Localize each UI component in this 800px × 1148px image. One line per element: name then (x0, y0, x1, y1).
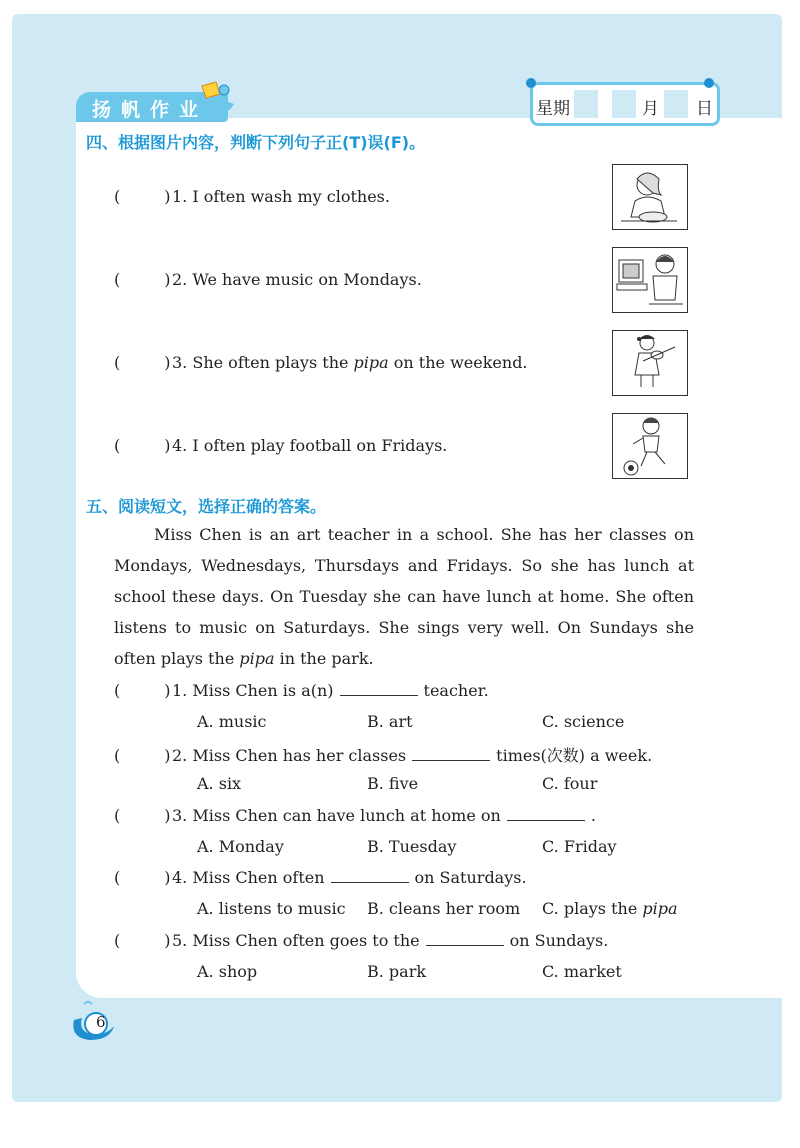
week-label: 星期 (536, 99, 570, 119)
question: ( )2. Miss Chen has her classes times(次数) a week. (114, 746, 653, 765)
option-b: B. Tuesday (367, 837, 457, 856)
option-c: C. Friday (542, 837, 617, 856)
option-c: C. science (542, 712, 625, 731)
pin-icon (704, 78, 714, 88)
option-c: C. plays the pipa (542, 899, 678, 918)
option-a: A. Monday (197, 837, 284, 856)
answer-blank[interactable]: ( ) (114, 931, 171, 950)
answer-blank[interactable]: ( ) (114, 187, 171, 206)
option-c: C. market (542, 962, 622, 981)
option-b: B. five (367, 774, 419, 793)
answer-blank[interactable]: ( ) (114, 436, 171, 455)
boy-at-computer-picture (612, 247, 688, 313)
fill-blank[interactable] (331, 868, 409, 883)
fill-blank[interactable] (426, 931, 504, 946)
answer-blank[interactable]: ( ) (114, 681, 171, 700)
question: ( )3. Miss Chen can have lunch at home on . (114, 806, 596, 825)
list-item: ( )4. I often play football on Fridays. (114, 436, 448, 455)
fill-blank[interactable] (340, 681, 418, 696)
option-c: C. four (542, 774, 598, 793)
list-item: ( )3. She often plays the pipa on the weekend. (114, 353, 528, 372)
section4-title: 四、根据图片内容，判断下列句子正(T)误(F)。 (86, 133, 426, 152)
month-label: 月 (642, 99, 659, 119)
answer-blank[interactable]: ( ) (114, 868, 171, 887)
fill-blank[interactable] (412, 746, 490, 761)
boy-playing-football-picture (612, 413, 688, 479)
question: ( )5. Miss Chen often goes to the on Sundays. (114, 931, 609, 950)
question: ( )4. Miss Chen often on Saturdays. (114, 868, 527, 887)
answer-blank[interactable]: ( ) (114, 806, 171, 825)
option-b: B. cleans her room (367, 899, 521, 918)
day-field[interactable] (664, 90, 688, 118)
option-a: A. music (197, 712, 267, 731)
girl-washing-clothes-picture (612, 164, 688, 230)
answer-blank[interactable]: ( ) (114, 746, 171, 765)
brand-title: 扬帆作业 (92, 99, 209, 121)
girl-playing-violin-picture (612, 330, 688, 396)
day-label: 日 (696, 99, 713, 119)
section5-title: 五、阅读短文，选择正确的答案。 (86, 497, 327, 516)
option-b: B. park (367, 962, 427, 981)
list-item: ( )1. I often wash my clothes. (114, 187, 390, 206)
option-a: A. shop (197, 962, 258, 981)
pin-icon (526, 78, 536, 88)
answer-blank[interactable]: ( ) (114, 270, 171, 289)
page-number: 6 (96, 1013, 106, 1031)
fill-blank[interactable] (507, 806, 585, 821)
option-b: B. art (367, 712, 413, 731)
answer-blank[interactable]: ( ) (114, 353, 171, 372)
question: ( )1. Miss Chen is a(n) teacher. (114, 681, 489, 700)
week-field[interactable] (574, 90, 598, 118)
wave-icon (66, 998, 122, 1044)
option-a: A. six (197, 774, 242, 793)
sailboat-icon (198, 80, 238, 116)
reading-passage: Miss Chen is an art teacher in a school. She has her classes on Mondays, Wednesdays, Thursdays and Fridays. So she has lunch at school these days. On Tuesday she can have lunch at home. She often listens to music on Saturdays. She sings very well. On Sundays she often plays the pipa in the park. (114, 525, 694, 668)
list-item: ( )2. We have music on Mondays. (114, 270, 422, 289)
month-field[interactable] (612, 90, 636, 118)
option-a: A. listens to music (197, 899, 346, 918)
